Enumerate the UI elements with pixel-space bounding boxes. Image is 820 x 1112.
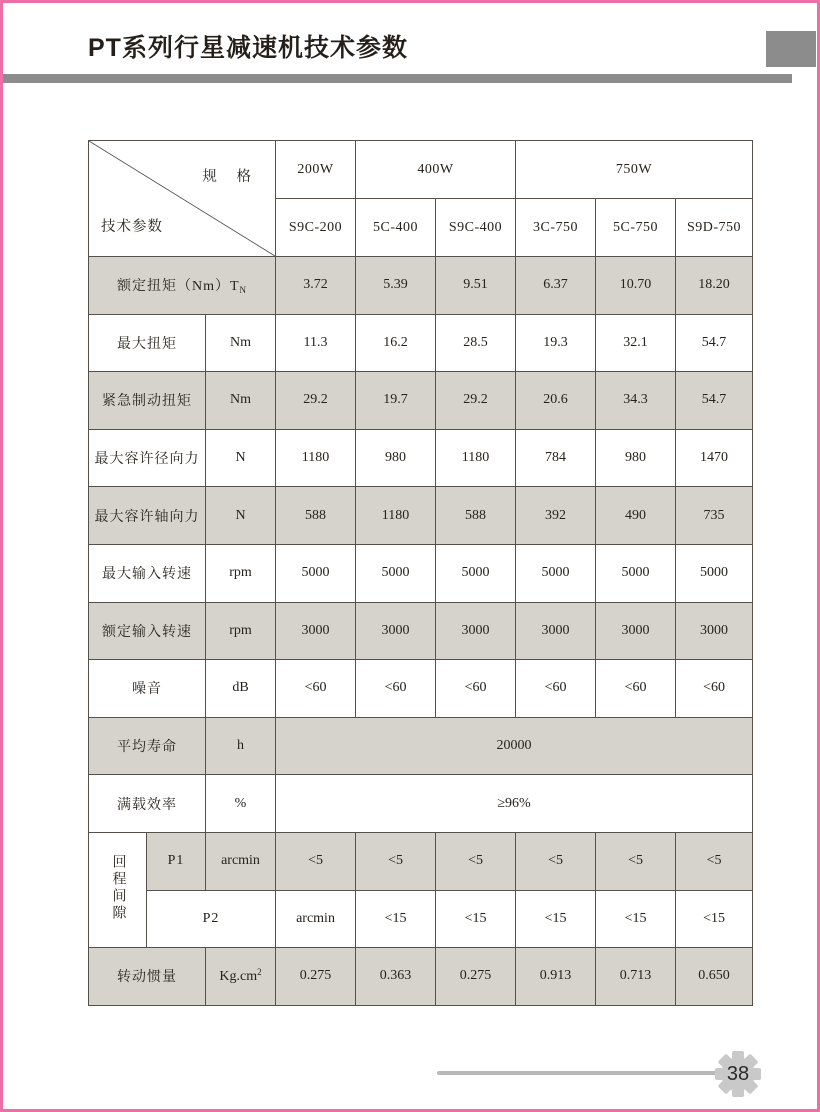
page-border-top	[0, 0, 820, 3]
value-cell: 3000	[596, 602, 676, 660]
value-cell: <5	[356, 832, 436, 890]
value-cell: <15	[356, 890, 436, 948]
value-cell: 29.2	[436, 372, 516, 430]
value-cell: 5000	[356, 544, 436, 602]
power-group-header: 400W	[356, 141, 516, 199]
value-cell: 54.7	[676, 372, 753, 430]
unit-text: arcmin	[221, 853, 260, 869]
corner-cell	[89, 141, 276, 257]
corner-spec-label: 规 格	[202, 169, 260, 185]
value-cell: <60	[596, 660, 676, 718]
page-title: PT系列行星减速机技术参数	[88, 34, 408, 62]
unit-cell	[276, 890, 356, 948]
value-cell: 1470	[676, 429, 753, 487]
value-cell: <5	[436, 832, 516, 890]
unit-text: Kg.cm	[219, 969, 258, 985]
backlash-group-label	[89, 832, 147, 947]
model-header: 3C-750	[516, 199, 596, 257]
value-cell: 3.72	[276, 257, 356, 315]
value-cell: <15	[596, 890, 676, 948]
row-label-text: 额定扭矩（Nm）T	[116, 279, 240, 295]
page-border-left	[0, 0, 3, 1112]
value-cell: 3000	[276, 602, 356, 660]
value-cell: 784	[516, 429, 596, 487]
value-cell: 19.3	[516, 314, 596, 372]
value-cell: 0.275	[276, 948, 356, 1006]
value-cell: 10.70	[596, 257, 676, 315]
row-label-subscript: N	[239, 285, 248, 296]
unit-text: rpm	[229, 622, 252, 638]
row-label: P2	[147, 890, 276, 948]
unit-cell	[206, 775, 276, 833]
value-cell: 980	[356, 429, 436, 487]
value-cell: 3000	[356, 602, 436, 660]
value-cell: 1180	[276, 429, 356, 487]
value-cell: 28.5	[436, 314, 516, 372]
value-cell: 980	[596, 429, 676, 487]
title-corner-block	[766, 31, 816, 67]
unit-superscript: 2	[257, 967, 262, 978]
footer-rule-line	[437, 1071, 720, 1075]
row-label: 最大容许径向力	[89, 429, 206, 487]
unit-cell	[206, 660, 276, 718]
row-label: 最大输入转速	[89, 544, 206, 602]
power-group-header: 750W	[516, 141, 753, 199]
title-underline-bar	[0, 74, 792, 83]
model-header: 5C-400	[356, 199, 436, 257]
value-cell: <60	[436, 660, 516, 718]
row-label: 最大扭矩	[89, 314, 206, 372]
value-cell: 16.2	[356, 314, 436, 372]
corner-params-label: 技术参数	[101, 219, 163, 235]
value-cell: 0.275	[436, 948, 516, 1006]
value-cell: 3000	[436, 602, 516, 660]
value-cell: <60	[516, 660, 596, 718]
unit-text: h	[237, 738, 244, 754]
model-header: S9C-400	[436, 199, 516, 257]
row-label	[89, 257, 276, 315]
value-cell: 20.6	[516, 372, 596, 430]
diagonal-divider	[89, 141, 275, 256]
page-number: 38	[726, 1062, 750, 1085]
value-cell: 19.7	[356, 372, 436, 430]
power-group-header: 200W	[276, 141, 356, 199]
row-label: 额定输入转速	[89, 602, 206, 660]
row-label: 紧急制动扭矩	[89, 372, 206, 430]
unit-cell	[206, 544, 276, 602]
value-cell: 9.51	[436, 257, 516, 315]
row-label: 最大容许轴向力	[89, 487, 206, 545]
value-cell: <5	[676, 832, 753, 890]
unit-text: Nm	[230, 392, 251, 408]
row-label: P1	[147, 832, 206, 890]
value-cell: 0.913	[516, 948, 596, 1006]
value-cell: 54.7	[676, 314, 753, 372]
value-cell: 588	[276, 487, 356, 545]
value-cell: 3000	[676, 602, 753, 660]
value-cell: <5	[276, 832, 356, 890]
value-cell: 11.3	[276, 314, 356, 372]
value-cell: 32.1	[596, 314, 676, 372]
model-header: S9C-200	[276, 199, 356, 257]
value-cell: 29.2	[276, 372, 356, 430]
model-header: S9D-750	[676, 199, 753, 257]
value-cell: 588	[436, 487, 516, 545]
value-cell: <60	[276, 660, 356, 718]
unit-cell	[206, 372, 276, 430]
value-cell: 5000	[276, 544, 356, 602]
value-cell: <15	[436, 890, 516, 948]
value-cell: 392	[516, 487, 596, 545]
value-cell: <60	[676, 660, 753, 718]
unit-text: dB	[232, 680, 249, 696]
unit-cell	[206, 602, 276, 660]
unit-text: arcmin	[296, 910, 335, 926]
value-cell: 5000	[676, 544, 753, 602]
unit-text: N	[235, 507, 246, 523]
model-header: 5C-750	[596, 199, 676, 257]
row-label: 满载效率	[89, 775, 206, 833]
unit-cell	[206, 314, 276, 372]
unit-text: rpm	[229, 565, 252, 581]
value-cell-merged: 20000	[276, 717, 753, 775]
value-cell: 0.713	[596, 948, 676, 1006]
unit-text: %	[234, 795, 247, 811]
value-cell: 1180	[356, 487, 436, 545]
unit-cell	[206, 948, 276, 1006]
value-cell: 5000	[436, 544, 516, 602]
value-cell: <60	[356, 660, 436, 718]
value-cell: 5000	[596, 544, 676, 602]
value-cell: 18.20	[676, 257, 753, 315]
value-cell: 5000	[516, 544, 596, 602]
backlash-group-text: 回程间隙	[110, 853, 126, 922]
row-label: 噪音	[89, 660, 206, 718]
unit-cell	[206, 429, 276, 487]
unit-text: Nm	[230, 334, 251, 350]
value-cell: 0.363	[356, 948, 436, 1006]
value-cell: 1180	[436, 429, 516, 487]
value-cell: 34.3	[596, 372, 676, 430]
value-cell: 0.650	[676, 948, 753, 1006]
value-cell-merged: ≥96%	[276, 775, 753, 833]
value-cell: <5	[596, 832, 676, 890]
row-label: 平均寿命	[89, 717, 206, 775]
value-cell: <15	[516, 890, 596, 948]
unit-cell	[206, 832, 276, 890]
row-label: 转动惯量	[89, 948, 206, 1006]
value-cell: <5	[516, 832, 596, 890]
value-cell: 735	[676, 487, 753, 545]
value-cell: 490	[596, 487, 676, 545]
unit-text: N	[235, 450, 246, 466]
spec-table	[88, 140, 753, 1006]
unit-cell	[206, 717, 276, 775]
unit-cell	[206, 487, 276, 545]
value-cell: 5.39	[356, 257, 436, 315]
value-cell: 3000	[516, 602, 596, 660]
value-cell: 6.37	[516, 257, 596, 315]
value-cell: <15	[676, 890, 753, 948]
